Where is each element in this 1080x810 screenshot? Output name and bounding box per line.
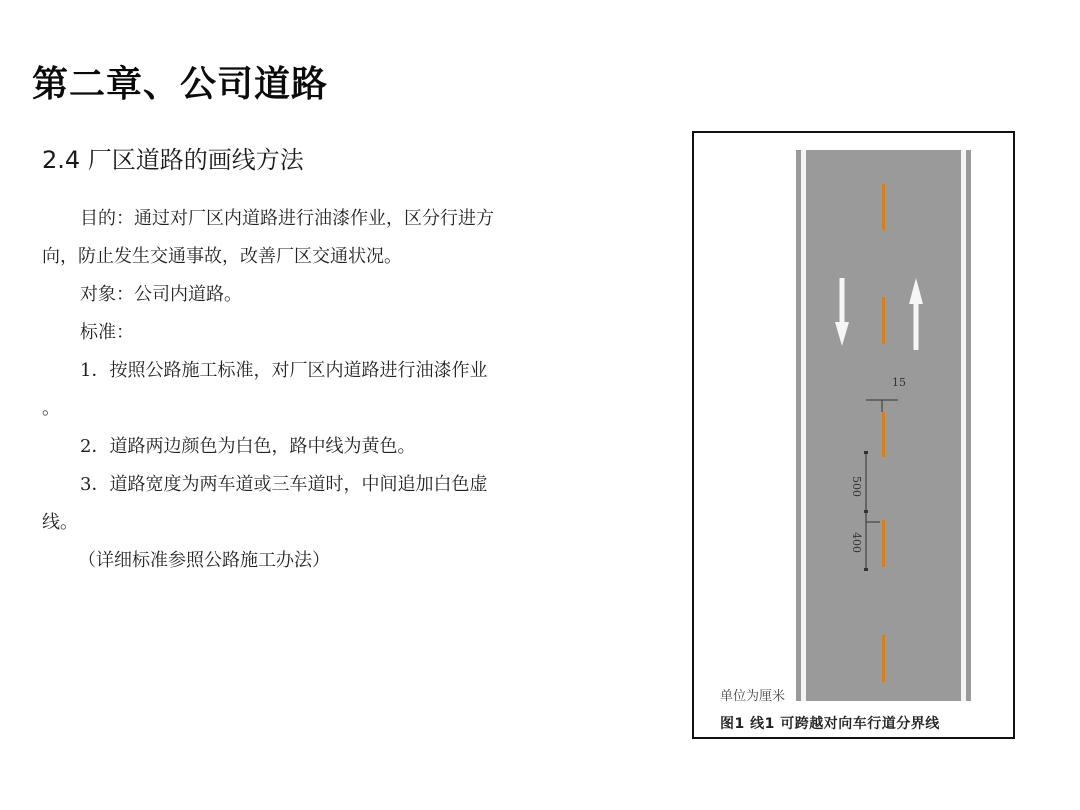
- reference-note: （详细标准参照公路施工办法）: [78, 550, 330, 571]
- figure-caption: 图1 线1 可跨越对向车行道分界线: [720, 716, 940, 732]
- center-dash: [882, 184, 885, 230]
- standard-item-1-line-1: 1．按照公路施工标准，对厂区内道路进行油漆作业: [80, 360, 488, 381]
- standard-item-2: 2．道路两边颜色为白色，路中线为黄色。: [80, 436, 416, 457]
- dimension-gap-length: 500: [850, 476, 863, 497]
- standard-item-3-line-1: 3．道路宽度为两车道或三车道时，中间追加白色虚: [80, 474, 488, 495]
- chapter-title: 第二章、公司道路: [32, 64, 329, 105]
- dimension-line-width: 15: [892, 376, 906, 389]
- body-text: [42, 200, 582, 580]
- section-title: 2.4 厂区道路的画线方法: [42, 146, 304, 174]
- road-surface: [796, 150, 971, 701]
- road-marking-figure: [692, 131, 1015, 739]
- up-arrow-icon: [908, 278, 924, 350]
- standard-heading: 标准：: [80, 322, 134, 343]
- unit-label: 单位为厘米: [720, 689, 786, 704]
- center-dash: [882, 635, 885, 682]
- standard-item-3-line-2: 线。: [42, 512, 78, 533]
- purpose-line-1: 目的：通过对厂区内道路进行油漆作业，区分行进方: [80, 208, 494, 229]
- down-arrow-icon: [834, 278, 850, 348]
- center-dash: [882, 297, 885, 344]
- dimension-lines: [856, 390, 916, 590]
- object-line: 对象：公司内道路。: [80, 284, 242, 305]
- right-edge-line: [961, 150, 966, 701]
- left-edge-line: [801, 150, 806, 701]
- dimension-dash-length: 400: [850, 532, 863, 553]
- standard-item-1-line-2: 。: [42, 398, 60, 419]
- purpose-line-2: 向，防止发生交通事故，改善厂区交通状况。: [42, 246, 402, 267]
